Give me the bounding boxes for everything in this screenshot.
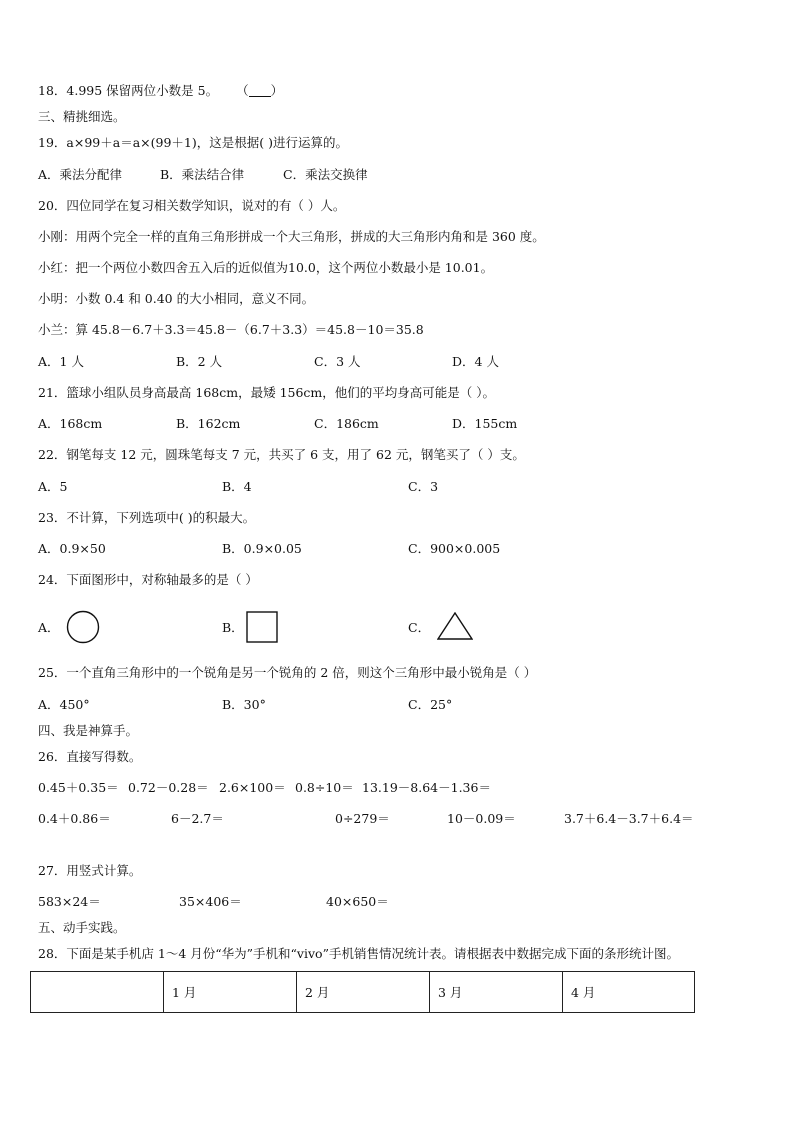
- question-18: 18．4.995 保留两位小数是 5。 （ ）: [38, 83, 284, 98]
- section-title-4: 四、我是神算手。: [38, 723, 139, 738]
- q20-statement-3: 小明：小数 0.4 和 0.40 的大小相同，意义不同。: [38, 291, 315, 306]
- q21-option-c[interactable]: C．186cm: [314, 416, 379, 431]
- table-header-cell: 4 月: [563, 972, 695, 1013]
- q23-option-a[interactable]: A．0.9×50: [38, 541, 106, 556]
- table-header-cell: 1 月: [164, 972, 297, 1013]
- calc-item: 0÷279＝: [335, 811, 390, 826]
- q24-option-b[interactable]: B．: [222, 620, 244, 635]
- circle-icon[interactable]: [66, 610, 100, 647]
- vertical-calc-item: 35×406＝: [179, 894, 242, 909]
- q19-option-c[interactable]: C．乘法交换律: [283, 167, 368, 182]
- triangle-icon[interactable]: [437, 612, 473, 643]
- table-header-cell: 3 月: [430, 972, 563, 1013]
- q20-option-a[interactable]: A．1 人: [38, 354, 84, 369]
- question-20-stem: 20．四位同学在复习相关数学知识，说对的有（ ）人。: [38, 198, 346, 213]
- question-23-stem: 23．不计算，下列选项中( )的积最大。: [38, 510, 256, 525]
- q20-statement-4: 小兰：算 45.8－6.7＋3.3＝45.8－（6.7＋3.3）＝45.8－10＝35.8: [38, 322, 424, 337]
- q22-option-c[interactable]: C．3: [408, 479, 439, 494]
- q21-option-a[interactable]: A．168cm: [38, 416, 103, 431]
- section-title-3: 三、精挑细选。: [38, 109, 126, 124]
- section-title-5: 五、动手实践。: [38, 920, 126, 935]
- q19-option-a[interactable]: A．乘法分配律: [38, 167, 123, 182]
- vertical-calc-item: 583×24＝: [38, 894, 101, 909]
- question-22-stem: 22．钢笔每支 12 元，圆珠笔每支 7 元，共买了 6 支，用了 62 元，钢笔买了（ ）支。: [38, 447, 525, 462]
- q21-option-d[interactable]: D．155cm: [452, 416, 518, 431]
- table-header-cell: [31, 972, 164, 1013]
- q20-option-c[interactable]: C．3 人: [314, 354, 361, 369]
- q20-option-d[interactable]: D．4 人: [452, 354, 499, 369]
- question-27-stem: 27．用竖式计算。: [38, 863, 142, 878]
- sales-stat-table: [30, 971, 695, 1013]
- table-row: [31, 972, 695, 1013]
- question-24-stem: 24．下面图形中，对称轴最多的是（ ）: [38, 572, 258, 587]
- calc-item: 0.8÷10＝: [295, 780, 354, 795]
- q20-statement-1: 小刚：用两个完全一样的直角三角形拼成一个大三角形，拼成的大三角形内角和是 360 度。: [38, 229, 545, 244]
- q21-option-b[interactable]: B．162cm: [176, 416, 241, 431]
- q25-option-c[interactable]: C．25°: [408, 697, 453, 712]
- vertical-calc-item: 40×650＝: [326, 894, 389, 909]
- q25-option-b[interactable]: B．30°: [222, 697, 266, 712]
- calc-item: 2.6×100＝: [219, 780, 286, 795]
- q22-option-b[interactable]: B．4: [222, 479, 252, 494]
- question-21-stem: 21．篮球小组队员身高最高 168cm，最矮 156cm，他们的平均身高可能是（ ）。: [38, 385, 496, 400]
- calc-item: 10－0.09＝: [447, 811, 516, 826]
- q23-option-c[interactable]: C．900×0.005: [408, 541, 501, 556]
- q25-option-a[interactable]: A．450°: [38, 697, 90, 712]
- calc-item: 0.72－0.28＝: [128, 780, 209, 795]
- question-28-stem: 28．下面是某手机店 1～4 月份“华为”手机和“vivo”手机销售情况统计表。请根据表中数据完成下面的条形统计图。: [38, 946, 679, 961]
- calc-item: 0.4＋0.86＝: [38, 811, 111, 826]
- answer-blank[interactable]: [249, 84, 271, 97]
- q20-option-b[interactable]: B．2 人: [176, 354, 223, 369]
- square-icon[interactable]: [246, 611, 278, 646]
- calc-item: 3.7＋6.4－3.7＋6.4＝: [564, 811, 694, 826]
- q19-option-b[interactable]: B．乘法结合律: [160, 167, 245, 182]
- calc-item: 13.19－8.64－1.36＝: [362, 780, 491, 795]
- question-25-stem: 25．一个直角三角形中的一个锐角是另一个锐角的 2 倍，则这个三角形中最小锐角是（ ）: [38, 665, 537, 680]
- table-header-cell: 2 月: [297, 972, 430, 1013]
- q24-option-c[interactable]: C．: [408, 620, 431, 635]
- q24-option-a[interactable]: A．: [38, 620, 60, 635]
- q20-statement-2: 小红：把一个两位小数四舍五入后的近似值为10.0，这个两位小数最小是 10.01。: [38, 260, 494, 275]
- q23-option-b[interactable]: B．0.9×0.05: [222, 541, 302, 556]
- calc-item: 6－2.7＝: [171, 811, 224, 826]
- question-19-stem: 19．a×99＋a＝a×(99＋1)，这是根据( )进行运算的。: [38, 135, 348, 150]
- q22-option-a[interactable]: A．5: [38, 479, 68, 494]
- question-26-stem: 26．直接写得数。: [38, 749, 142, 764]
- calc-item: 0.45＋0.35＝: [38, 780, 119, 795]
